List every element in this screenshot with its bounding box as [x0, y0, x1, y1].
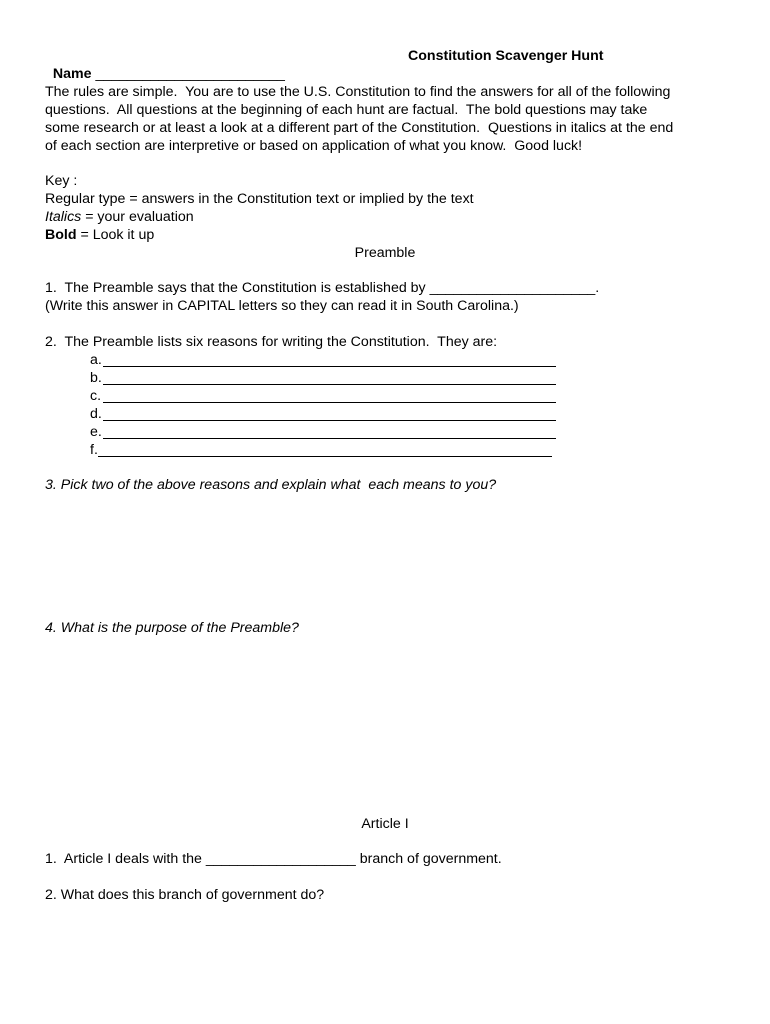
preamble-q4: 4. What is the purpose of the Preamble?	[45, 620, 299, 636]
article1-q1[interactable]: 1. Article I deals with the ___________________ branch of government.	[45, 851, 502, 867]
key-heading: Key :	[45, 173, 78, 189]
name-blank[interactable]: ________________________	[95, 66, 285, 82]
preamble-q3: 3. Pick two of the above reasons and explain what each means to you?	[45, 477, 497, 493]
key-bold-word: Bold	[45, 227, 77, 243]
intro-line-1: The rules are simple. You are to use the U.S. Constitution to find the answers for all of the following	[45, 84, 671, 100]
intro-line-4: of each section are interpretive or based on application of what you know. Good luck!	[45, 138, 583, 154]
key-italics-word: Italics	[45, 209, 82, 225]
preamble-q2: 2. The Preamble lists six reasons for writing the Constitution. They are:	[45, 334, 498, 350]
reason-d-letter: d.	[90, 406, 102, 422]
preamble-q1-line1[interactable]: 1. The Preamble says that the Constitution is established by _____________________.	[45, 280, 600, 296]
reason-f-letter: f.	[90, 442, 98, 458]
intro-line-2: questions. All questions at the beginning of each hunt are factual. The bold questions may take	[45, 102, 648, 118]
reason-f-line[interactable]	[98, 456, 552, 457]
reason-b-line[interactable]	[103, 384, 556, 385]
preamble-heading: Preamble	[354, 245, 416, 261]
reason-b-letter: b.	[90, 370, 102, 386]
key-bold	[45, 226, 154, 244]
page-title: Constitution Scavenger Hunt	[408, 48, 604, 64]
reason-a-line[interactable]	[103, 366, 556, 367]
key-bold-rest: = Look it up	[76, 227, 155, 243]
reason-e-letter: e.	[90, 424, 102, 440]
reason-c-letter: c.	[90, 388, 102, 404]
preamble-q1-line2: (Write this answer in CAPITAL letters so they can read it in South Carolina.)	[45, 298, 519, 314]
article1-q2: 2. What does this branch of government do?	[45, 887, 325, 903]
key-italics-rest: = your evaluation	[81, 209, 194, 225]
reason-d-line[interactable]	[103, 420, 556, 421]
reason-c-line[interactable]	[103, 402, 556, 403]
key-regular: Regular type = answers in the Constitution text or implied by the text	[45, 191, 474, 207]
article1-heading: Article I	[361, 816, 409, 832]
intro-line-3: some research or at least a look at a different part of the Constitution. Questions in italics at the end	[45, 120, 674, 136]
reason-e-line[interactable]	[103, 438, 556, 439]
reason-a-letter: a.	[90, 352, 102, 368]
name-label: Name ________________________	[52, 66, 285, 82]
key-italics	[45, 208, 194, 226]
